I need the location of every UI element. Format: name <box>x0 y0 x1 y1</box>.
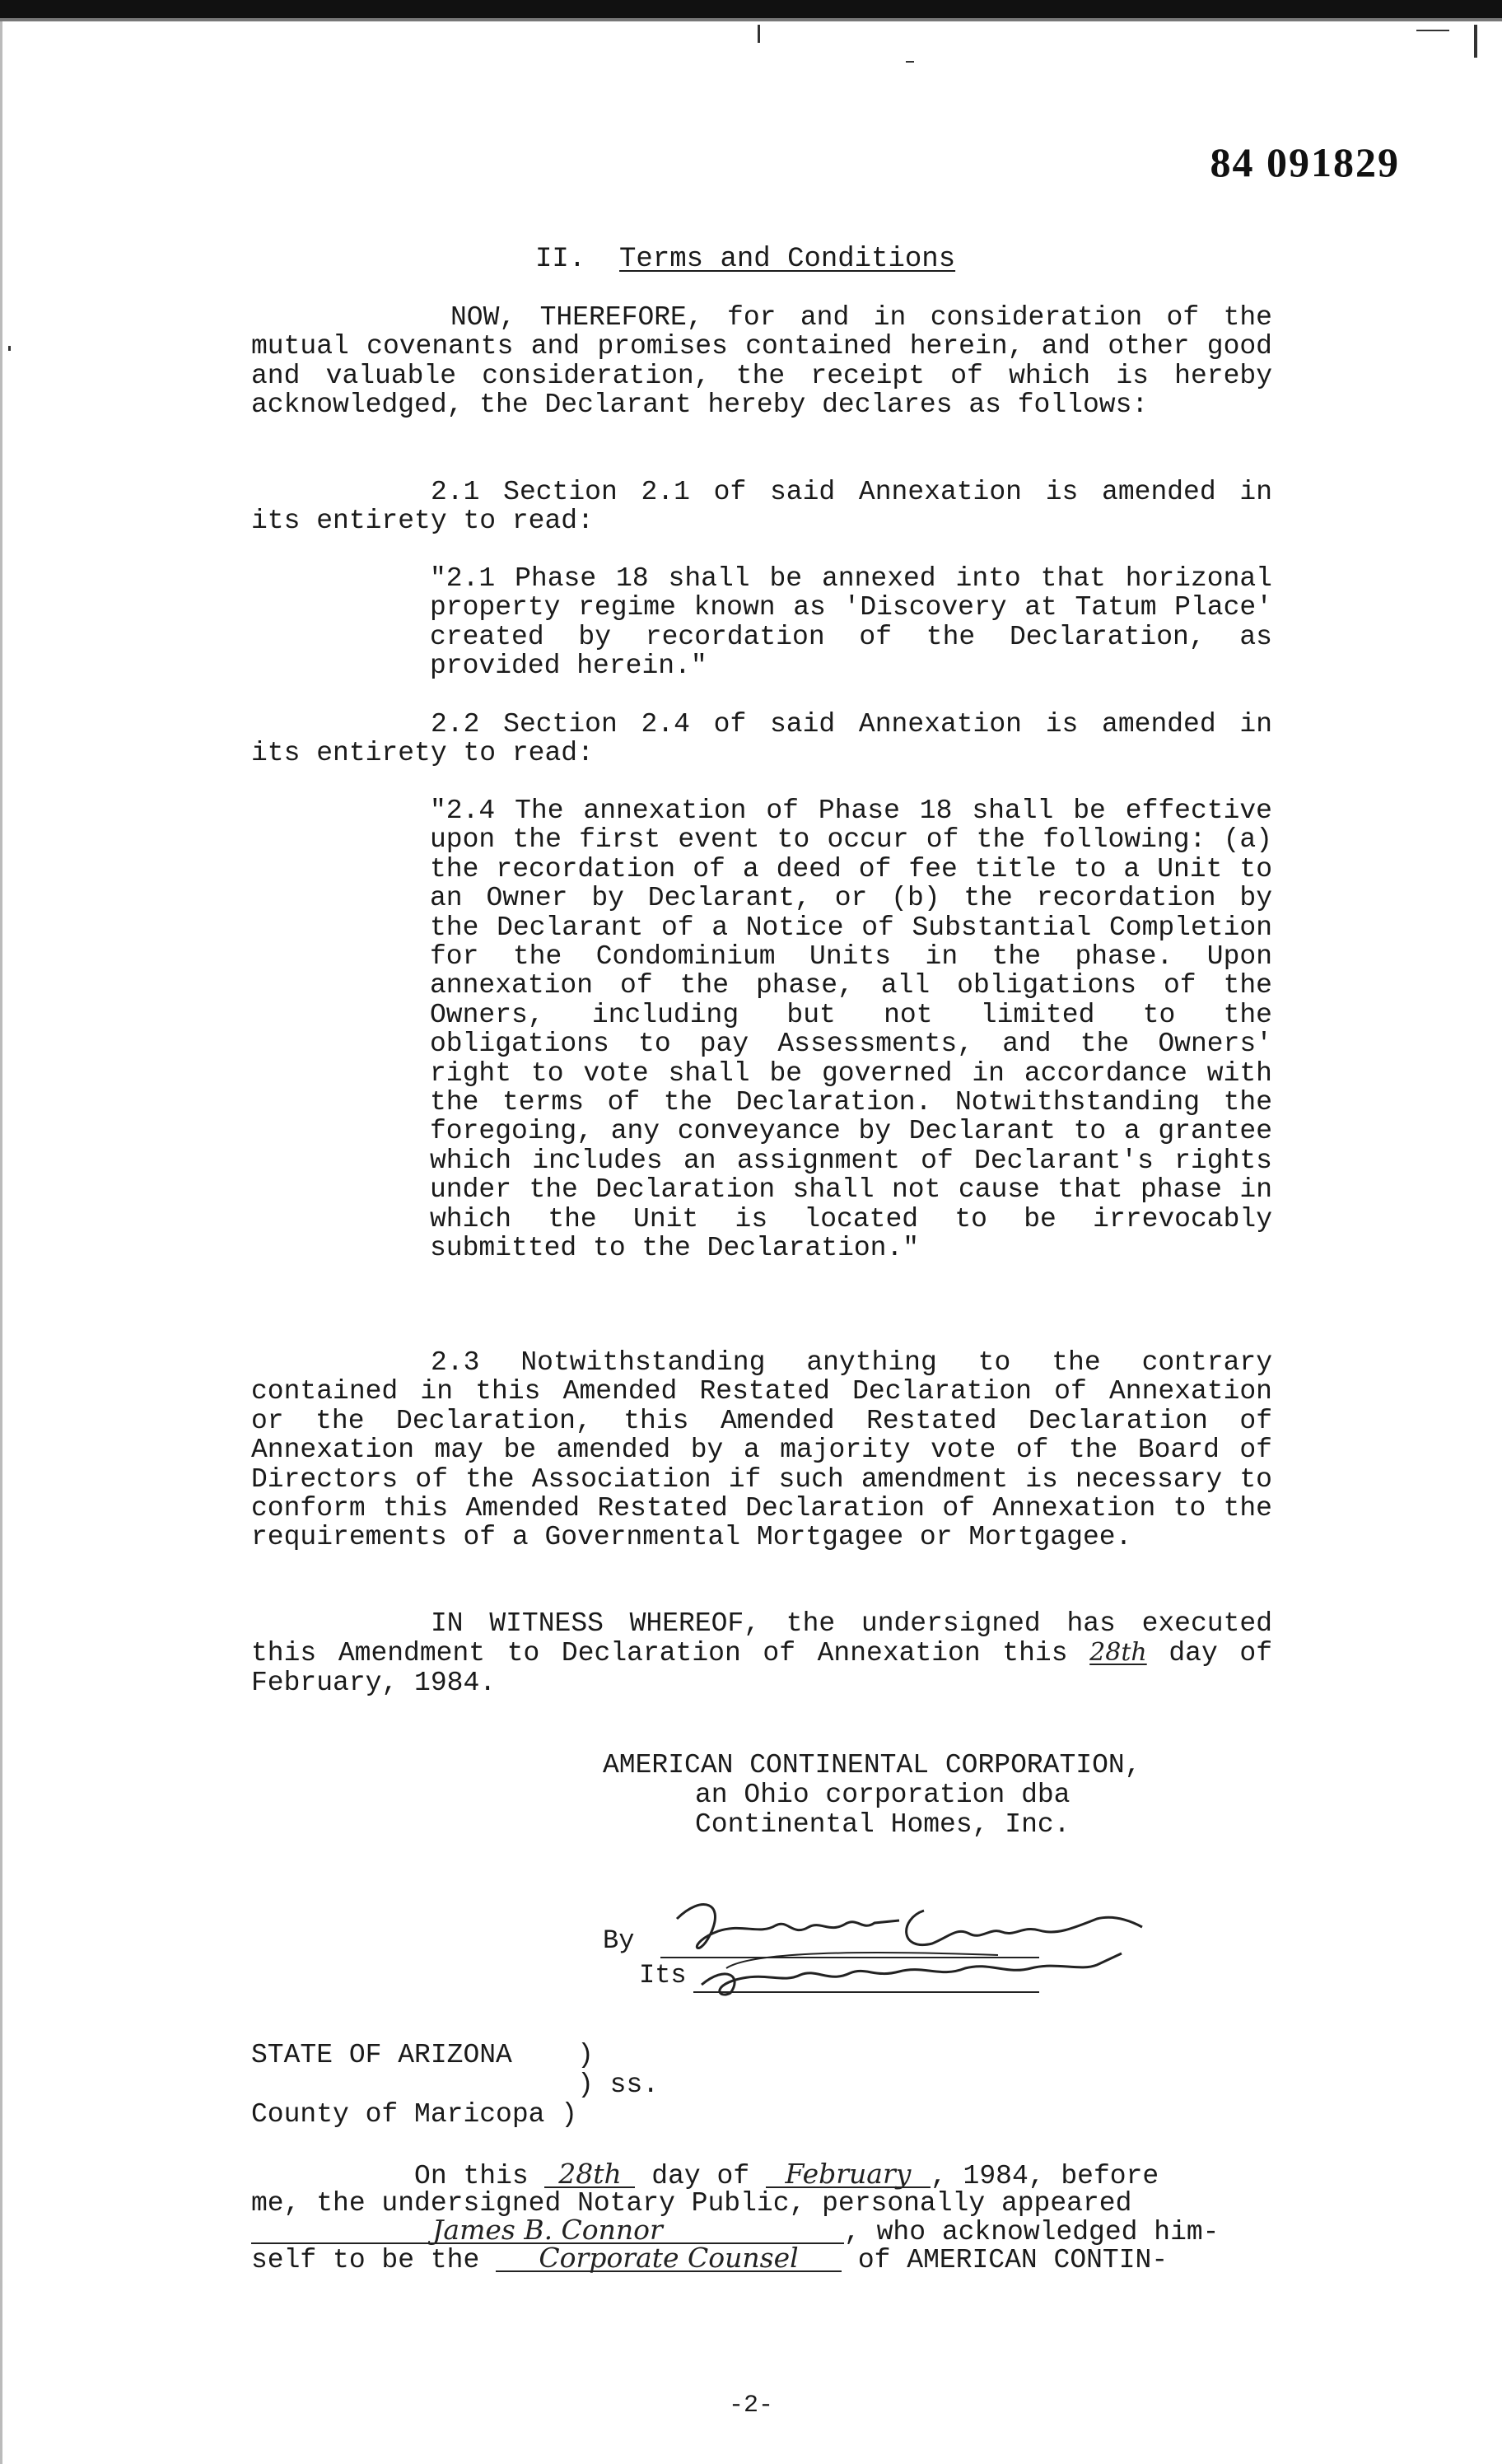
venue-state: STATE OF ARIZONA <box>251 2040 512 2070</box>
scan-speck <box>1474 25 1477 58</box>
witness-day-handwritten: 28th <box>1089 1638 1147 1668</box>
scan-speck <box>758 25 760 43</box>
venue-ss: ) ss. <box>577 2070 660 2100</box>
section-2-3-paragraph: 2.3 Notwithstanding anything to the contrary contained in this Amended Restated Declaration of Annexation or the Declaration, this Amended Restated Declaration of Annexation may be amended by a majority vote of the Board of Directors of the Association if such amendment is necessary to conform this Amended Restated Declaration of Annexation to the requirements of a Governmental Mortgagee or Mortgagee. <box>251 1347 1272 1553</box>
notary-line-2: me, the undersigned Notary Public, personally appeared <box>251 2188 1132 2219</box>
notary-acknowledged: , who acknowledged him- <box>844 2217 1220 2247</box>
section-2-4-quote: "2.4 The annexation of Phase 18 shall be effective upon the first event to occur of the following: (a) the recordation of a deed of fee title to a Unit to an Owner by Declarant, or (b) the recordation by the Declarant of a Notice of Substantial Completion for the Condominium Units in the phase. Upon annexation of the phase, all obligations of the Owners, including but not limited to the obligations to pay Assessments, and the Owners' right to vote shall be governed in accordance with the terms of the Declaration. Notwithstanding the foregoing, any conveyance by Declarant to a grantee which includes an assignment of Declarant's rights under the Declaration shall not cause that phase in which the Unit is located to be irrevocably submitted to the Declaration." <box>430 796 1272 1264</box>
notary-day-of: day of <box>651 2161 750 2191</box>
preamble-paragraph: NOW, THEREFORE, for and in consideration of the mutual covenants and promises contained herein, and other good and valuable consideration, the receipt of which is hereby acknowledged, the Declarant hereby declares as follows: <box>251 302 1272 421</box>
venue-paren: ) <box>577 2040 594 2070</box>
corporation-name: AMERICAN CONTINENTAL CORPORATION, <box>603 1750 1141 1780</box>
section-2-2-intro: 2.2 Section 2.4 of said Annexation is amended in its entirety to read: <box>251 709 1272 769</box>
notary-line-4 <box>251 2242 1272 2275</box>
scan-speck <box>906 61 914 63</box>
section-2-1-intro: 2.1 Section 2.1 of said Annexation is amended in its entirety to read: <box>251 477 1272 537</box>
document-number: 84 091829 <box>1210 139 1400 185</box>
notary-title-handwritten: Corporate Counsel <box>496 2246 842 2272</box>
notary-day-handwritten: 28th <box>544 2162 635 2188</box>
notary-company: of AMERICAN CONTIN- <box>857 2245 1168 2275</box>
corporation-block <box>603 1751 1141 1840</box>
notary-acknowledgment <box>251 2158 1272 2275</box>
section-numeral: II. <box>535 244 586 275</box>
scan-speck <box>1416 30 1449 31</box>
venue-state-row <box>251 2041 659 2070</box>
signature-block <box>603 1886 1262 1993</box>
witness-date-text: day of February, 1984. <box>251 1638 1273 1698</box>
notary-month-handwritten: February <box>766 2162 931 2188</box>
scan-left-edge <box>0 21 2 2464</box>
section-heading <box>535 244 1112 275</box>
notary-name-handwritten: James B. Connor <box>251 2218 844 2244</box>
section-2-1-quote: "2.1 Phase 18 shall be annexed into that horizonal property regime known as 'Discovery at Tatum Place' created by recordation of the Declaration, as provided herein." <box>430 563 1272 682</box>
page-number: -2- <box>728 2392 773 2420</box>
its-label: Its <box>639 1960 687 1990</box>
notary-self-to-be: self to be the <box>251 2245 480 2275</box>
venue-county-row <box>251 2100 659 2130</box>
venue-block <box>251 2041 659 2130</box>
section-title: Terms and Conditions <box>619 244 956 275</box>
witness-text: IN WITNESS WHEREOF, the undersigned has executed this Amendment to Declaration of Annexation this <box>251 1608 1272 1669</box>
scan-top-border <box>0 0 1502 18</box>
scan-top-border-edge <box>0 18 1502 21</box>
notary-year-before: , 1984, before <box>930 2161 1159 2191</box>
witness-paragraph <box>251 1609 1272 1697</box>
corporation-dba: Continental Homes, Inc. <box>695 1809 1071 1840</box>
handwritten-signature <box>652 1886 1146 2001</box>
venue-county: County of Maricopa <box>251 2099 545 2130</box>
by-label: By <box>603 1925 635 1956</box>
notary-on-this: On this <box>414 2161 529 2191</box>
venue-paren: ) <box>561 2099 578 2130</box>
notary-line-1 <box>251 2158 1272 2191</box>
scan-speck <box>8 346 11 351</box>
corporation-type: an Ohio corporation dba <box>695 1780 1071 1810</box>
venue-ss-row <box>251 2070 659 2100</box>
